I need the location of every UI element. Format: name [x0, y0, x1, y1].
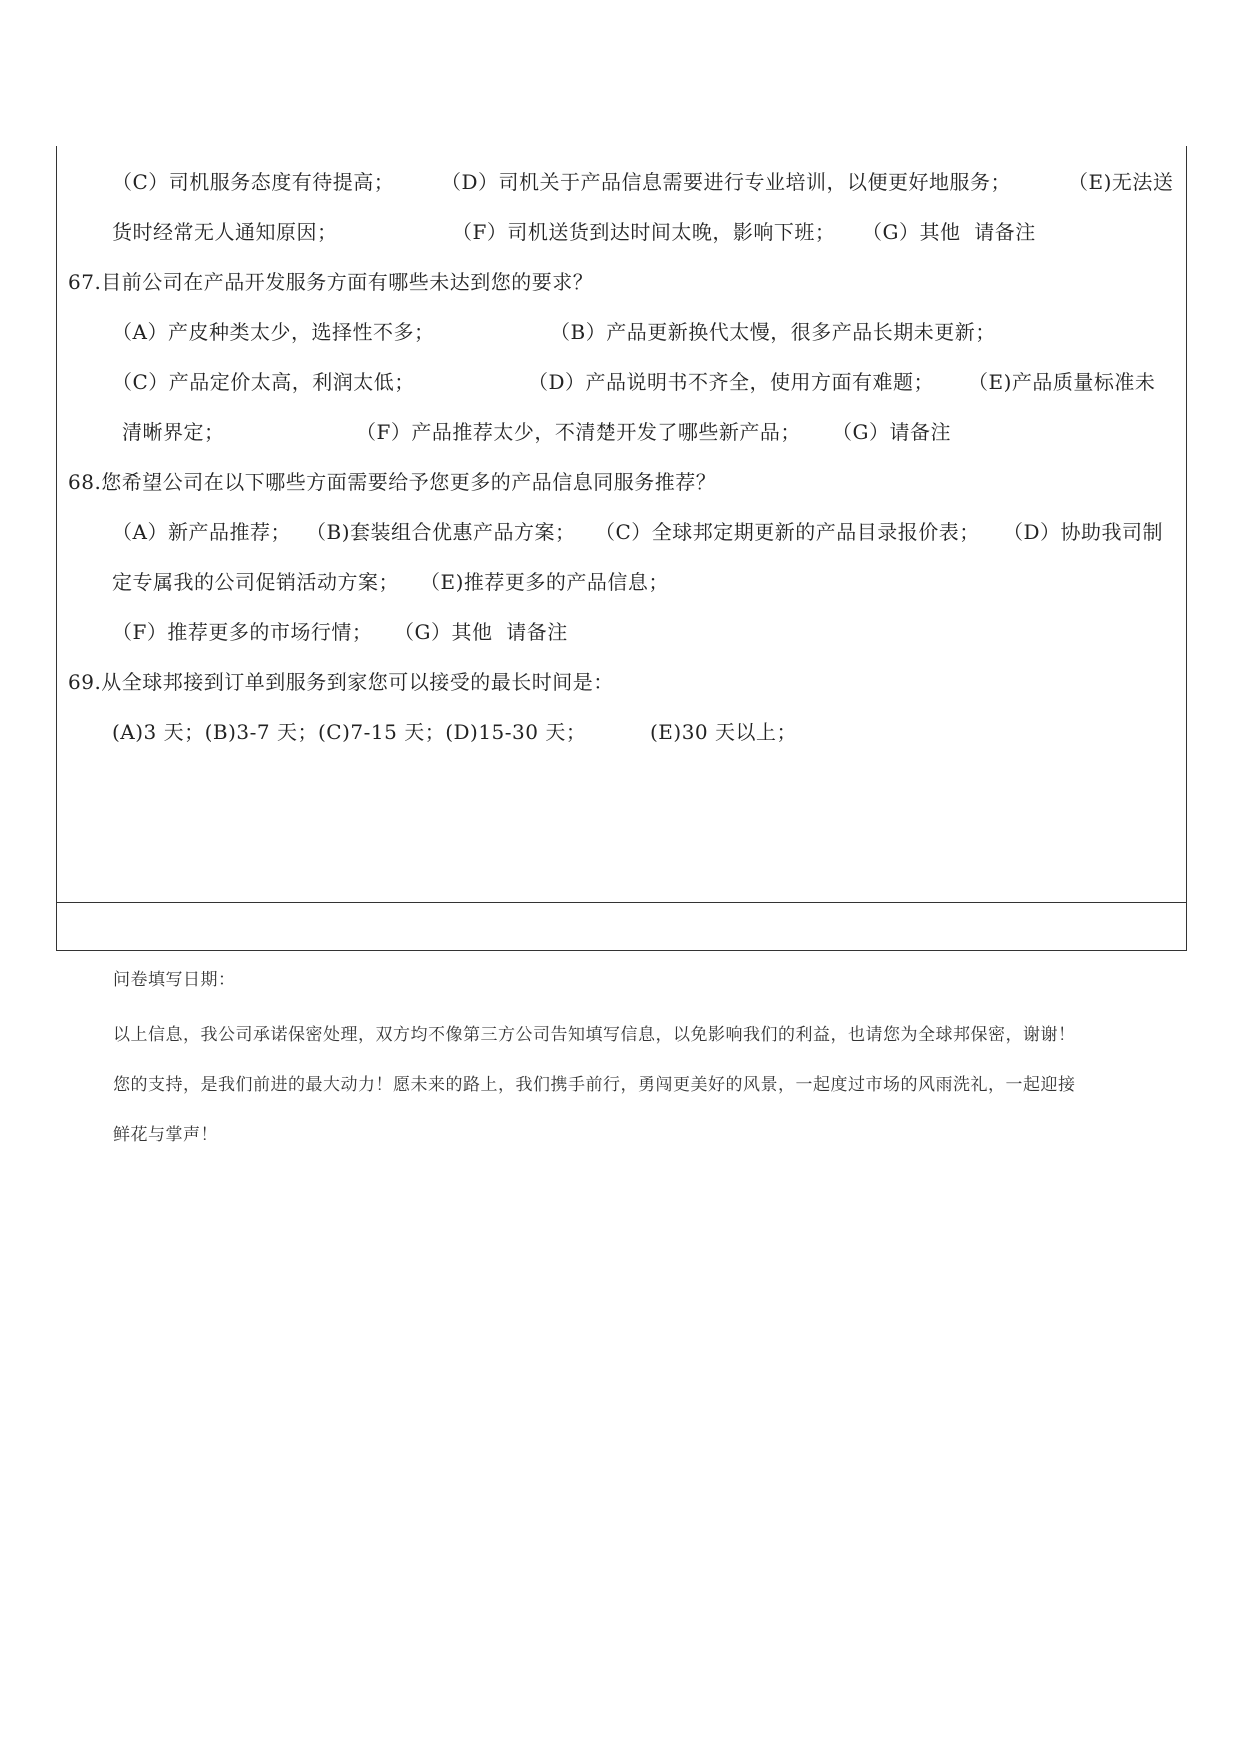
- q67-option-b: （B）产品更新换代太慢，很多产品长期未更新；: [550, 320, 996, 344]
- q68-option-b: （B)套装组合优惠产品方案；: [306, 520, 576, 544]
- q67-option-f: （F）产品推荐太少，不清楚开发了哪些新产品；: [356, 420, 801, 444]
- q67-option-g: （G）请备注: [832, 420, 951, 444]
- q67-option-c: （C）产品定价太高，利润太低；: [112, 370, 415, 394]
- q67-option-e: （E)产品质量标准未: [968, 370, 1156, 394]
- privacy-statement: 以上信息，我公司承诺保密处理，双方均不像第三方公司告知填写信息，以免影响我们的利益，也请您为全球邦保密，谢谢！: [113, 1025, 1076, 1045]
- questionnaire-table-frame: [56, 146, 1187, 951]
- q66-option-f: （F）司机送货到达时间太晚，影响下班；: [452, 220, 836, 244]
- q69-options-a-to-d: (A)3 天；(B)3-7 天；(C)7-15 天；(D)15-30 天；: [112, 720, 587, 744]
- q69-title: 69.从全球邦接到订单到服务到家您可以接受的最长时间是：: [68, 670, 614, 694]
- thanks-message-line-2: 鲜花与掌声！: [113, 1125, 218, 1145]
- q66-option-c: （C）司机服务态度有待提高；: [112, 170, 395, 194]
- questionnaire-date-label: 问卷填写日期：: [113, 970, 236, 990]
- q67-title: 67.目前公司在产品开发服务方面有哪些未达到您的要求？: [68, 270, 594, 294]
- q66-option-d: （D）司机关于产品信息需要进行专业培训，以便更好地服务；: [441, 170, 1012, 194]
- q68-option-d-continued: 定专属我的公司促销活动方案；: [112, 570, 399, 594]
- q68-option-a: （A）新产品推荐；: [112, 520, 291, 544]
- q68-option-e: （E)推荐更多的产品信息；: [420, 570, 669, 594]
- q66-option-g: （G）其他 请备注: [862, 220, 1036, 244]
- q67-option-a: （A）产皮种类太少，选择性不多；: [112, 320, 435, 344]
- q68-option-d: （D）协助我司制: [1003, 520, 1164, 544]
- q67-option-d: （D）产品说明书不齐全，使用方面有难题；: [528, 370, 935, 394]
- q67-option-e-continued: 清晰界定；: [122, 420, 225, 444]
- q68-option-f: （F）推荐更多的市场行情；: [112, 620, 373, 644]
- q69-option-e: (E)30 天以上；: [650, 720, 798, 744]
- thanks-message-line-1: 您的支持，是我们前进的最大动力！愿未来的路上，我们携手前行，勇闯更美好的风景，一起度过市场的风雨洗礼，一起迎接: [113, 1075, 1076, 1095]
- q68-option-g: （G）其他 请备注: [394, 620, 568, 644]
- q66-option-e: （E)无法送: [1068, 170, 1174, 194]
- q66-option-e-continued: 货时经常无人通知原因；: [112, 220, 338, 244]
- table-row-divider: [56, 902, 1187, 903]
- q68-option-c: （C）全球邦定期更新的产品目录报价表；: [595, 520, 980, 544]
- q68-title: 68.您希望公司在以下哪些方面需要给予您更多的产品信息同服务推荐？: [68, 470, 717, 494]
